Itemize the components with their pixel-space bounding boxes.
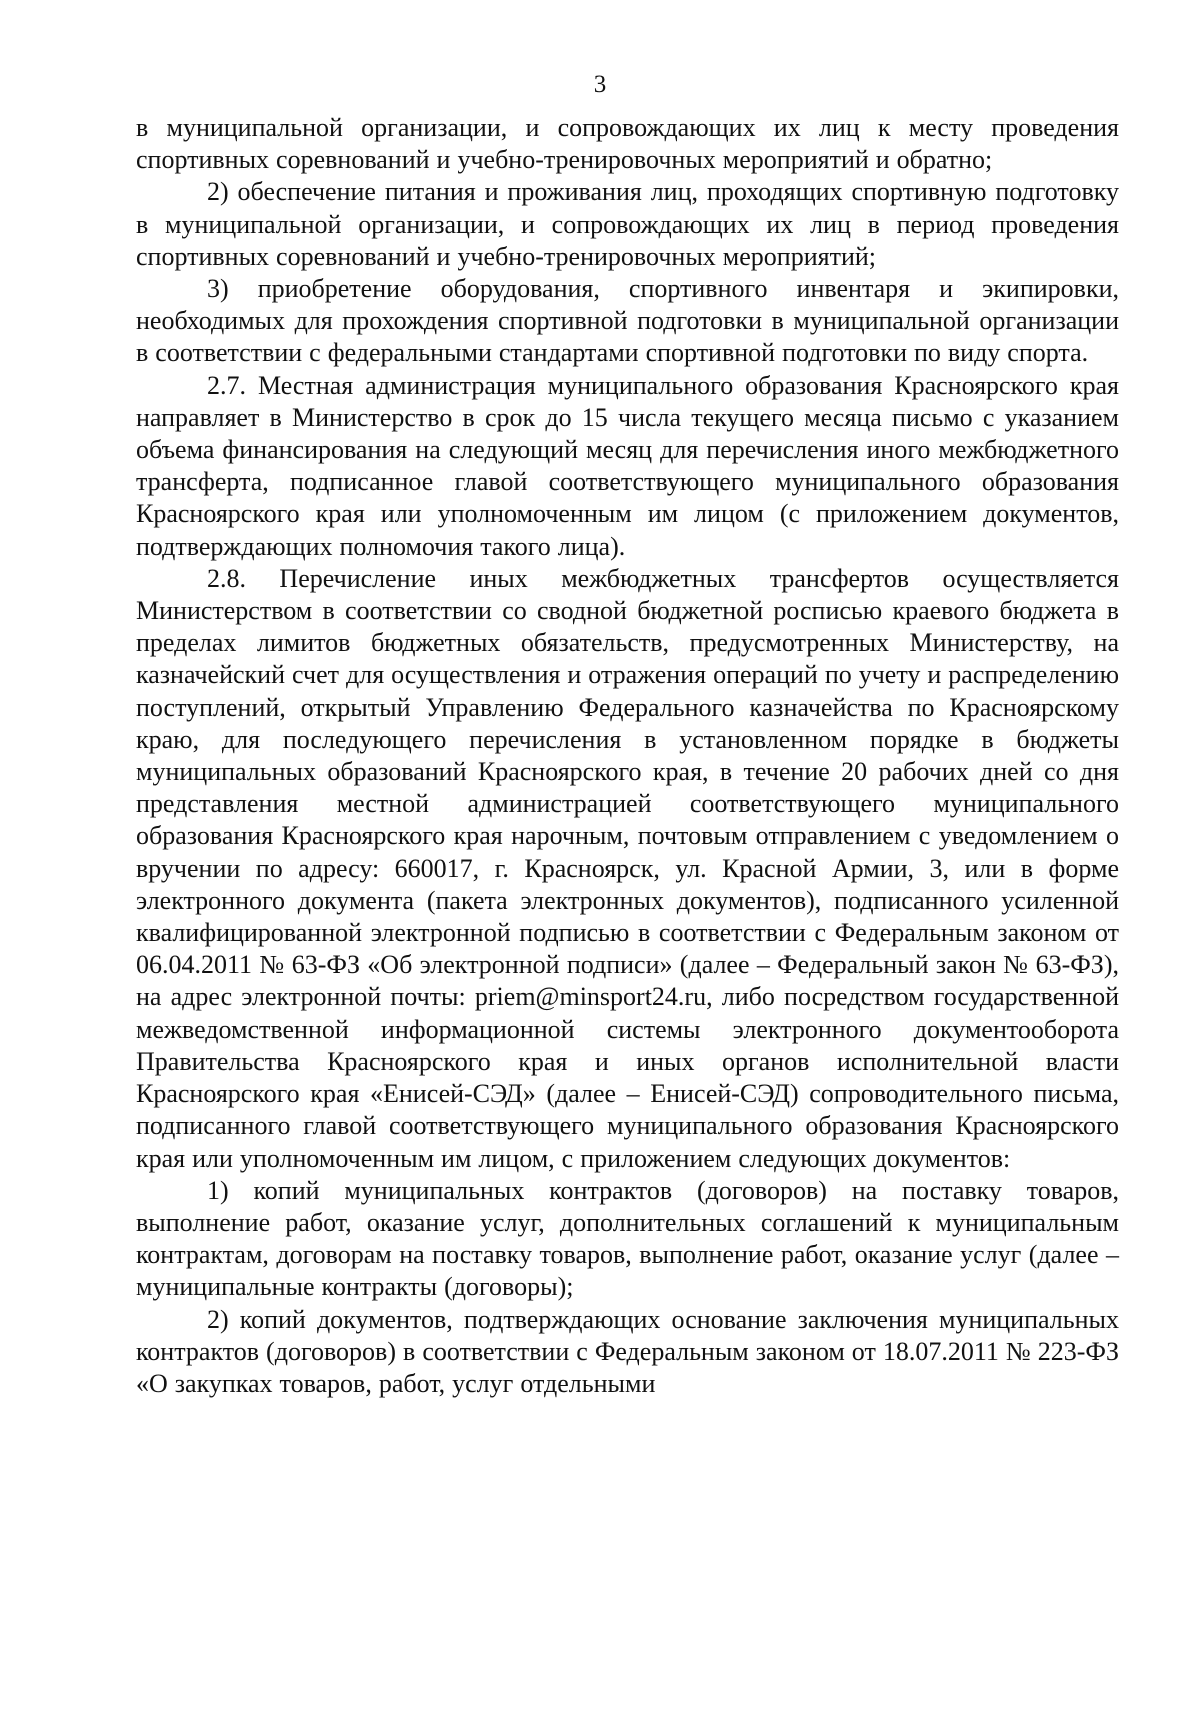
paragraph-clause-2-8: 2.8. Перечисление иных межбюджетных трансфертов осуществляется Министерством в соответствии со сводной бюджетной росписью краевого бюджета в пределах лимитов бюджетных обязательств, предусмотренных Министерству, на казначейский счет для осуществления и отражения операций по учету и распределению поступлений, открытый Управлению Федерального казначейства по Красноярскому краю, для последующего перечисления в установленном порядке в бюджеты муниципальных образований Красноярского края, в течение 20 рабочих дней со дня представления местной администрацией соответствующего муниципального образования Красноярского края нарочным, почтовым отправлением с уведомлением о вручении по адресу: 660017, г. Красноярск, ул. Красной Армии, 3, или в форме электронного документа (пакета электронных документов), подписанного усиленной квалифицированной электронной подписью в соответствии с Федеральным законом от 06.04.2011 № 63-ФЗ «Об электронной подписи» (далее – Федеральный закон № 63-ФЗ), на адрес электронной почты: priem@minsport24.ru, либо посредством государственной межведомственной информационной системы электронного документооборота Правительства Красноярского края и иных органов исполнительной власти Красноярского края «Енисей-СЭД» (далее – Енисей-СЭД) сопроводительного письма, подписанного главой соответствующего муниципального образования Красноярского края или уполномоченным им лицом, с приложением следующих документов: xyxy=(136,563,1120,1173)
document-body xyxy=(136,112,1119,1400)
paragraph-clause-2-7: 2.7. Местная администрация муниципального образования Красноярского края направляет в Министерство в срок до 15 числа текущего месяца письмо с указанием объема финансирования на следующий месяц для перечисления иного межбюджетного трансферта, подписанное главой соответствующего муниципального образования Красноярского края или уполномоченным им лицом (с приложением документов, подтверждающих полномочия такого лица). xyxy=(136,370,1119,561)
paragraph-item-3-equipment: 3) приобретение оборудования, спортивного инвентаря и экипировки, необходимых для прохождения спортивной подготовки в муниципальной организации в соответствии с федеральными стандартами спортивной подготовки по виду спорта. xyxy=(136,274,1119,368)
page-number: 3 xyxy=(593,71,607,98)
paragraph-item-2-catering: 2) обеспечение питания и проживания лиц, проходящих спортивную подготовку в муниципальной организации, и сопровождающих их лиц в период проведения спортивных соревнований и учебно-тренировочных мероприятий; xyxy=(136,177,1119,271)
paragraph-item-1-contracts: 1) копий муниципальных контрактов (договоров) на поставку товаров, выполнение работ, оказание услуг, дополнительных соглашений к муниципальным контрактам, договорам на поставку товаров, выполнение работ, оказание услуг (далее – муниципальные контракты (договоры); xyxy=(136,1175,1119,1302)
paragraph-item-2-documents: 2) копий документов, подтверждающих основание заключения муниципальных контрактов (договоров) в соответствии с Федеральным законом от 18.07.2011 № 223-ФЗ «О закупках товаров, работ, услуг отдельными xyxy=(136,1304,1119,1398)
paragraph-continuation: в муниципальной организации, и сопровождающих их лиц к месту проведения спортивных соревнований и учебно-тренировочных мероприятий и обратно; xyxy=(136,113,1119,175)
